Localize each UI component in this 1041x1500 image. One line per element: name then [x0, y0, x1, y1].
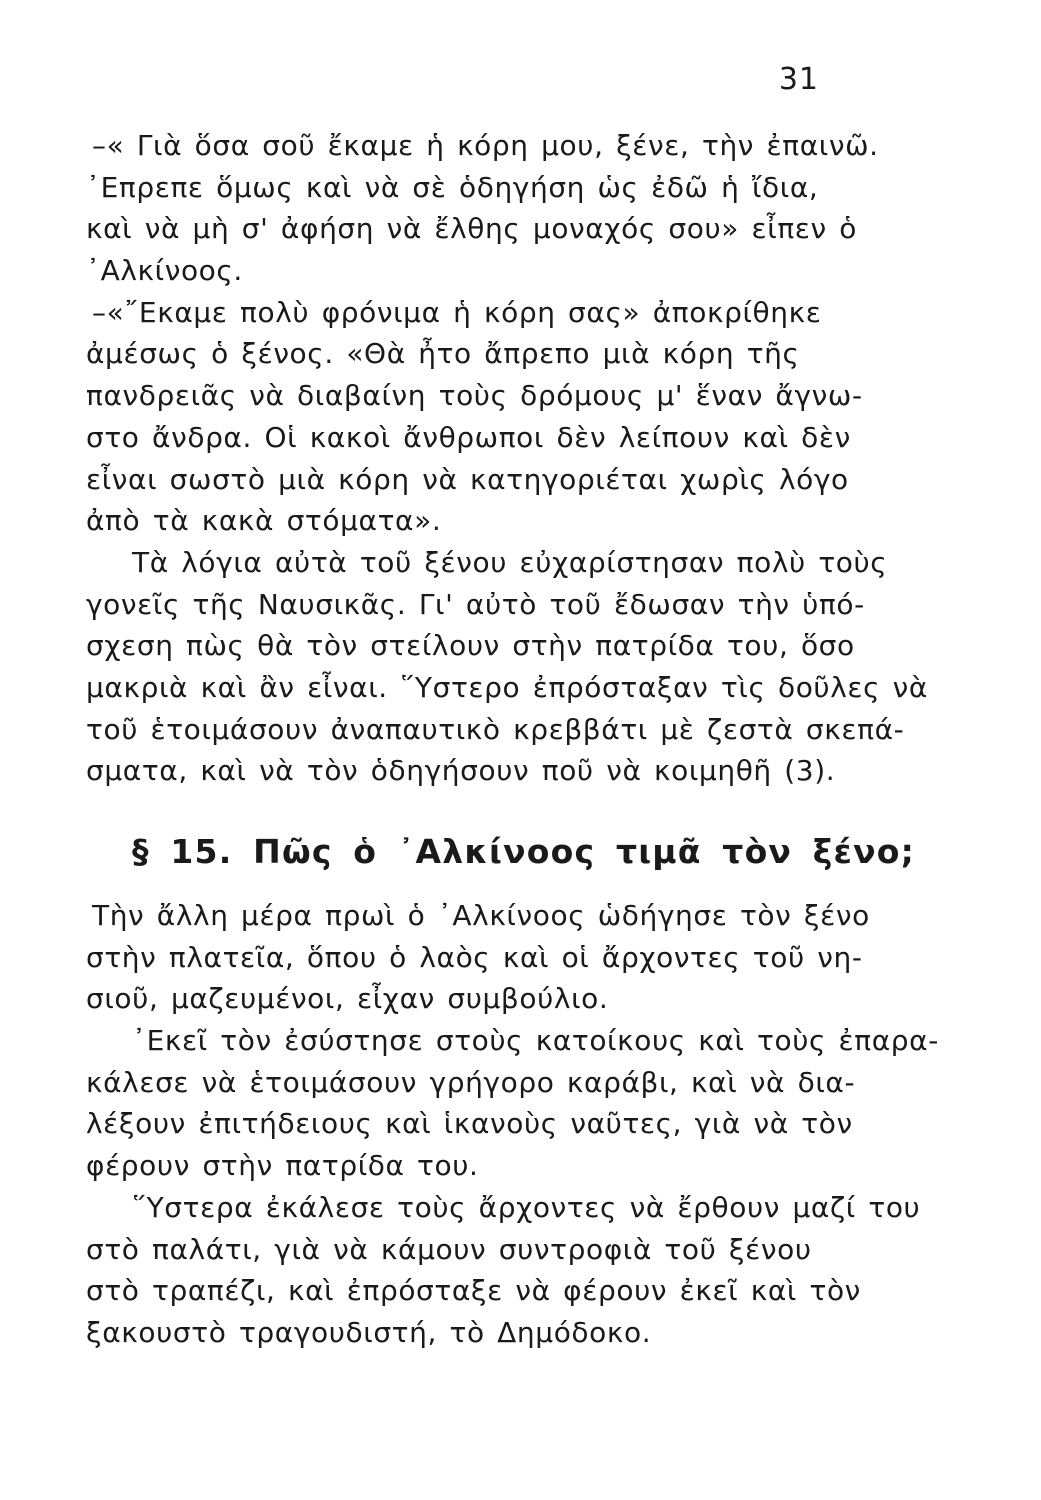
text-line: Τὰ λόγια αὐτὰ τοῦ ξένου εὐχαρίστησαν πολὺ τοὺς	[132, 545, 888, 579]
text-line: στὸ παλάτι, γιὰ νὰ κάμουν συντροφιὰ τοῦ ξένου	[86, 1232, 812, 1266]
text-line: εἶναι σωστὸ μιὰ κόρη νὰ κατηγοριέται χωρὶς λόγο	[86, 462, 849, 496]
text-line: καὶ νὰ μὴ σ' ἀφήση νὰ ἔλθης μοναχός σου» εἶπεν ὁ	[86, 212, 857, 246]
text-line: σχεση πὼς θὰ τὸν στείλουν στὴν πατρίδα του, ὅσο	[86, 629, 855, 663]
section-heading: § 15. Πῶς ὁ ᾿Αλκίνοος τιμᾶ τὸν ξένο;	[132, 832, 916, 871]
text-line: ᾿Αλκίνοος.	[86, 254, 243, 288]
text-line: στὸ τραπέζι, καὶ ἐπρόσταξε νὰ φέρουν ἐκεῖ καὶ τὸν	[86, 1274, 861, 1308]
text-line: –« Γιὰ ὅσα σοῦ ἔκαμε ἡ κόρη μου, ξένε, τὴν ἐπαινῶ.	[92, 129, 879, 162]
text-line: Τὴν ἄλλη μέρα πρωὶ ὁ ᾿Αλκίνοος ὡδήγησε τὸν ξένο	[92, 899, 870, 932]
text-line: ᾿Επρεπε ὅμως καὶ νὰ σὲ ὁδηγήση ὡς ἐδῶ ἡ ἴδια,	[86, 170, 819, 204]
text-line: ῞Υστερα ἐκάλεσε τοὺς ἄρχοντες νὰ ἔρθουν μαζί του	[132, 1190, 921, 1224]
text-line: πανδρειᾶς νὰ διαβαίνη τοὺς δρόμους μ' ἕναν ἄγνω-	[86, 379, 863, 413]
text-line: ξακουστὸ τραγουδιστή, τὸ Δημόδοκο.	[86, 1315, 652, 1349]
text-line: σιοῦ, μαζευμένοι, εἶχαν συμβούλιο.	[86, 982, 609, 1016]
text-line: τοῦ ἑτοιμάσουν ἀναπαυτικὸ κρεββάτι μὲ ζεστὰ σκεπά-	[86, 712, 905, 746]
text-line: ἀμέσως ὁ ξένος. «Θὰ ἦτο ἄπρεπο μιὰ κόρη τῆς	[86, 337, 800, 371]
text-line: φέρουν στὴν πατρίδα του.	[86, 1149, 479, 1183]
text-line: σματα, καὶ νὰ τὸν ὁδηγήσουν ποῦ νὰ κοιμηθῆ (3).	[86, 754, 836, 788]
text-line: ᾿Εκεῖ τὸν ἐσύστησε στοὺς κατοίκους καὶ τοὺς ἐπαρα-	[132, 1024, 939, 1058]
text-line: κάλεσε νὰ ἑτοιμάσουν γρήγορο καράβι, καὶ νὰ δια-	[86, 1065, 856, 1099]
page-number: 31	[778, 62, 819, 97]
text-line: λέξουν ἐπιτήδειους καὶ ἱκανοὺς ναῦτες, γιὰ νὰ τὸν	[86, 1107, 853, 1141]
text-line: –«῎Εκαμε πολὺ φρόνιμα ἡ κόρη σας» ἀποκρίθηκε	[92, 295, 822, 329]
text-line: ἀπὸ τὰ κακὰ στόματα».	[86, 504, 442, 538]
text-line: στὴν πλατεῖα, ὅπου ὁ λαὸς καὶ οἱ ἄρχοντες τοῦ νη-	[86, 940, 863, 974]
text-block-dialogue	[86, 125, 928, 792]
text-line: στο ἄνδρα. Οἱ κακοὶ ἄνθρωποι δὲν λείπουν καὶ δὲν	[86, 420, 851, 454]
text-line: γονεῖς τῆς Ναυσικᾶς. Γι' αὐτὸ τοῦ ἔδωσαν τὴν ὑπό-	[86, 587, 865, 621]
text-block-section-15	[86, 895, 939, 1354]
text-line: μακριὰ καὶ ἂν εἶναι. ῞Υστερο ἐπρόσταξαν τὶς δοῦλες νὰ	[86, 670, 928, 704]
